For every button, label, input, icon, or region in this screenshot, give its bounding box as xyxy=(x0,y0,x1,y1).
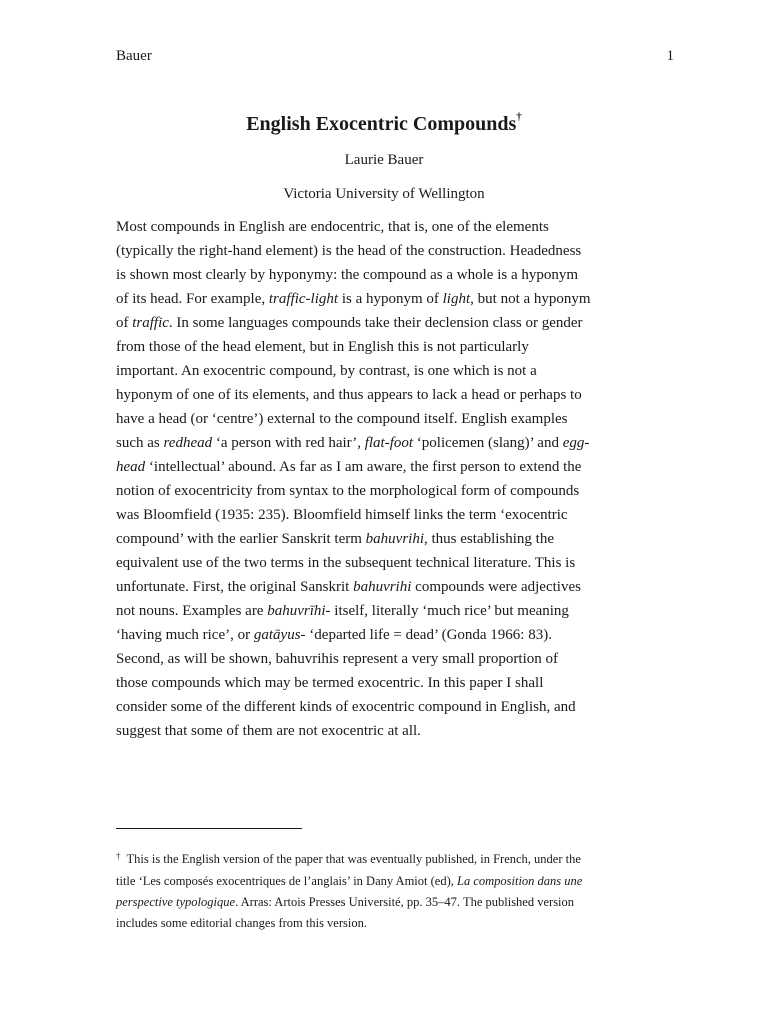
body-line: have a head (or ‘centre’) external to the compound itself. English examples xyxy=(116,411,568,427)
footnote-line xyxy=(116,871,656,892)
footnote xyxy=(116,849,656,934)
example-term: bahuvrihi xyxy=(353,579,412,595)
body-line: Second, as will be shown, bahuvrihis represent a very small proportion of xyxy=(116,651,558,667)
text-span: ‘intellectual’ abound. As far as I am aware, the first person to extend the xyxy=(145,459,582,475)
text-span: ‘having much rice’, or xyxy=(116,627,254,643)
text-span: ‘policemen (slang)’ and xyxy=(413,435,563,451)
body-line: equivalent use of the two terms in the subsequent technical literature. This is xyxy=(116,555,576,571)
body-paragraph xyxy=(116,215,654,743)
footnote-mark: † xyxy=(116,851,121,861)
author-name: Laurie Bauer xyxy=(344,152,424,168)
footnote-line xyxy=(116,892,656,913)
body-line: was Bloomfield (1935: 235). Bloomfield himself links the term ‘exocentric xyxy=(116,507,568,523)
body-line xyxy=(116,311,654,335)
body-line xyxy=(116,623,654,647)
paper-title-text: English Exocentric Compounds xyxy=(246,113,517,135)
text-span: compounds were adjectives xyxy=(411,579,581,595)
text-span: . In some languages compounds take their declension class or gender xyxy=(168,315,583,331)
example-term: egg- xyxy=(562,435,590,451)
example-term: light xyxy=(442,291,471,307)
title-block xyxy=(0,113,768,136)
body-line xyxy=(116,287,654,311)
citation-title: La composition dans une xyxy=(457,874,583,888)
example-term: bahuvrihi xyxy=(365,531,424,547)
body-line: suggest that some of them are not exocentric at all. xyxy=(116,723,421,739)
running-header xyxy=(116,48,674,68)
example-term: traffic-light xyxy=(268,291,339,307)
body-line xyxy=(116,455,654,479)
body-line xyxy=(116,599,654,623)
example-term: traffic xyxy=(132,315,169,331)
text-span: itself, literally ‘much rice’ but meaning xyxy=(330,603,569,619)
body-line: (typically the right-hand element) is the head of the construction. Headedness xyxy=(116,243,582,259)
example-term: redhead xyxy=(163,435,213,451)
header-author: Bauer xyxy=(116,48,152,64)
text-span: is a hyponym of xyxy=(338,291,443,307)
body-line: Most compounds in English are endocentric, that is, one of the elements xyxy=(116,219,549,235)
body-line: important. An exocentric compound, by contrast, is one which is not a xyxy=(116,363,537,379)
page-number: 1 xyxy=(666,48,674,64)
text-span: of xyxy=(116,315,133,331)
body-line xyxy=(116,575,654,599)
text-span: compound’ with the earlier Sanskrit term xyxy=(116,531,366,547)
text-span: , but not a hyponym xyxy=(470,291,591,307)
example-term: bahuvrīhi- xyxy=(267,603,331,619)
example-term: flat-foot xyxy=(364,435,414,451)
body-line: from those of the head element, but in English this is not particularly xyxy=(116,339,529,355)
title-footnote-mark: † xyxy=(516,111,522,124)
body-line: notion of exocentricity from syntax to the morphological form of compounds xyxy=(116,483,580,499)
body-line: is shown most clearly by hyponymy: the compound as a whole is a hyponym xyxy=(116,267,579,283)
body-line: consider some of the different kinds of exocentric compound in English, and xyxy=(116,699,576,715)
text-span: such as xyxy=(116,435,164,451)
text-span: . Arras: Artois Presses Université, pp. 35–47. The published version xyxy=(235,895,575,909)
example-term: head xyxy=(116,459,146,475)
footnote-line xyxy=(116,849,656,871)
footnote-divider xyxy=(116,828,302,829)
text-span: This is the English version of the paper that was eventually published, in French, under the xyxy=(126,852,581,866)
text-span: not nouns. Examples are xyxy=(116,603,268,619)
text-span: ‘a person with red hair’, xyxy=(212,435,365,451)
text-span: of its head. For example, xyxy=(116,291,269,307)
example-term: gatāyus- xyxy=(253,627,306,643)
author-affiliation: Victoria University of Wellington xyxy=(283,186,485,202)
text-span: ‘departed life = dead’ (Gonda 1966: 83). xyxy=(305,627,552,643)
text-span: title ‘Les composés exocentriques de l’anglais’ in Dany Amiot (ed), xyxy=(116,874,457,888)
body-line xyxy=(116,527,654,551)
citation-title: perspective typologique xyxy=(116,895,236,909)
body-line: hyponym of one of its elements, and thus appears to lack a head or perhaps to xyxy=(116,387,582,403)
text-span: , thus establishing the xyxy=(424,531,554,547)
body-line: those compounds which may be termed exocentric. In this paper I shall xyxy=(116,675,544,691)
text-span: unfortunate. First, the original Sanskrit xyxy=(116,579,354,595)
paper-title xyxy=(0,113,768,136)
footnote-line: includes some editorial changes from this version. xyxy=(116,916,367,930)
body-line xyxy=(116,431,654,455)
